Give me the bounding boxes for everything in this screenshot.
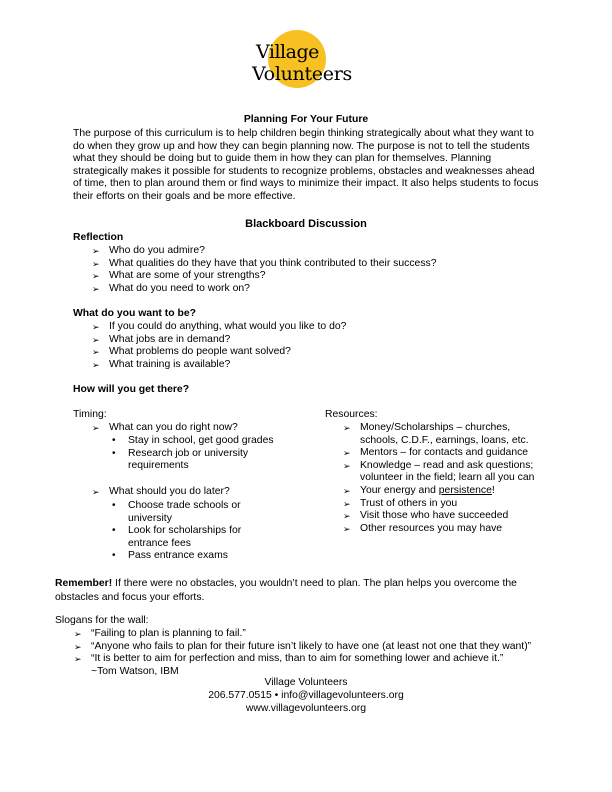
timing-now-list (92, 422, 292, 435)
arrow-bullet-icon: ➢ (74, 654, 82, 665)
list-item: • Pass entrance exams (112, 550, 228, 562)
list-item: ➢ “It is better to aim for perfection and miss, than to aim for something lower and achieve it.” (74, 653, 504, 665)
page-title: Planning For Your Future (243, 114, 369, 125)
arrow-bullet-icon: ➢ (74, 641, 82, 652)
arrow-bullet-icon: ➢ (92, 283, 100, 294)
arrow-bullet-icon: ➢ (92, 423, 100, 433)
arrow-bullet-icon: ➢ (343, 485, 351, 496)
footer-website: www.villagevolunteers.org (245, 703, 367, 714)
list-item: ➢ What qualities do they have that you think contributed to their success? (92, 257, 437, 269)
list-item: ➢ What are some of your strengths? (92, 270, 266, 282)
timing-later-items (110, 500, 260, 563)
list-item: ➢ Visit those who have succeeded (343, 510, 509, 522)
persistence-word: persistence (438, 484, 492, 496)
reflection-list (92, 245, 532, 295)
arrow-bullet-icon: ➢ (343, 523, 351, 534)
arrow-bullet-icon: ➢ (92, 322, 100, 332)
list-item: ➢ What problems do people want solved? (92, 346, 291, 358)
list-item: ➢ Other resources you may have (343, 522, 503, 534)
reflection-heading: Reflection (73, 232, 124, 243)
list-item: ➢ What should you do later? (92, 486, 230, 497)
resources-list (343, 422, 548, 535)
intro-paragraph: The purpose of this curriculum is to help children begin thinking strategically about what they want to do when they grow up and how they can begin planning now. The purpose is not to tell the students what they should be doing but to guide them in how they can plan for themselves. Planning strategically makes it possible for students to recognize problems, obstacles and weaknesses ahead of time, then to plan around them or find ways to minimize their impact. It also helps students to focus their efforts on their goals and be more effective. (73, 128, 539, 202)
arrow-bullet-icon: ➢ (343, 448, 351, 459)
get-there-heading: How will you get there? (73, 384, 190, 395)
list-item: ➢ If you could do anything, what would you like to do? (92, 321, 347, 332)
list-item: ➢ “Failing to plan is planning to fail.” (74, 628, 246, 639)
timing-now-items (110, 435, 290, 473)
dot-bullet-icon: • (112, 435, 116, 446)
arrow-bullet-icon: ➢ (343, 511, 351, 522)
list-item: • Stay in school, get good grades (112, 435, 274, 446)
logo-word-volunteers: Volunteers (252, 63, 352, 85)
logo-word-village: Village (256, 41, 319, 63)
list-item: • Research job or university requirements (112, 447, 249, 472)
arrow-bullet-icon: ➢ (92, 271, 100, 282)
arrow-bullet-icon: ➢ (74, 629, 82, 639)
dot-bullet-icon: • (112, 525, 116, 537)
arrow-bullet-icon: ➢ (92, 258, 100, 269)
list-item: ➢ Trust of others in you (343, 497, 458, 509)
arrow-bullet-icon: ➢ (92, 334, 100, 345)
dot-bullet-icon: • (112, 447, 116, 459)
remember-label: Remember! (55, 578, 113, 589)
arrow-bullet-icon: ➢ (343, 423, 351, 433)
list-item: • Choose trade schools or university (112, 500, 241, 524)
want-to-be-list (92, 321, 532, 371)
dot-bullet-icon: • (112, 550, 116, 562)
arrow-bullet-icon: ➢ (92, 487, 100, 497)
footer-org: Village Volunteers (264, 677, 348, 688)
list-item: ➢ Who do you admire? (92, 245, 205, 256)
list-item: ➢ Knowledge – read and ask questions; volunteer in the field; learn all you can (343, 459, 535, 484)
arrow-bullet-icon: ➢ (92, 347, 100, 358)
list-item: ➢ What do you need to work on? (92, 282, 250, 294)
village-volunteers-logo (248, 30, 378, 96)
timing-later-list (92, 486, 292, 499)
list-item: ➢ What training is available? (92, 358, 231, 370)
arrow-bullet-icon: ➢ (343, 498, 351, 509)
arrow-bullet-icon: ➢ (343, 460, 351, 471)
slogans-heading: Slogans for the wall: (55, 615, 149, 626)
dot-bullet-icon: • (112, 500, 116, 511)
list-item: • Look for scholarships for entrance fees (112, 525, 242, 549)
want-to-be-heading: What do you want to be? (73, 308, 196, 319)
arrow-bullet-icon: ➢ (92, 246, 100, 256)
footer-contact: 206.577.0515 • info@villagevolunteers.org (208, 690, 404, 701)
timing-label: Timing: (73, 409, 107, 420)
list-item: ➢ Mentors – for contacts and guidance (343, 447, 529, 459)
slogan-attribution: ~Tom Watson, IBM (91, 665, 179, 677)
list-item: ➢ What jobs are in demand? (92, 333, 231, 345)
slogans-list (74, 628, 554, 678)
resources-label: Resources: (325, 409, 378, 420)
arrow-bullet-icon: ➢ (92, 359, 100, 370)
list-item: ➢ What can you do right now? (92, 422, 238, 433)
remember-paragraph: Remember! If there were no obstacles, you wouldn’t need to plan. The plan helps you overcome the obstacles and focus your efforts. (55, 578, 517, 603)
list-item: ➢ Money/Scholarships – churches, schools, C.D.F., earnings, loans, etc. (343, 422, 529, 446)
list-item: ➢ Your energy and persistence! (343, 484, 495, 496)
list-item: ➢ “Anyone who fails to plan for their future isn’t likely to have one (at least not one that they want)” (74, 640, 532, 652)
blackboard-heading: Blackboard Discussion (245, 218, 367, 230)
